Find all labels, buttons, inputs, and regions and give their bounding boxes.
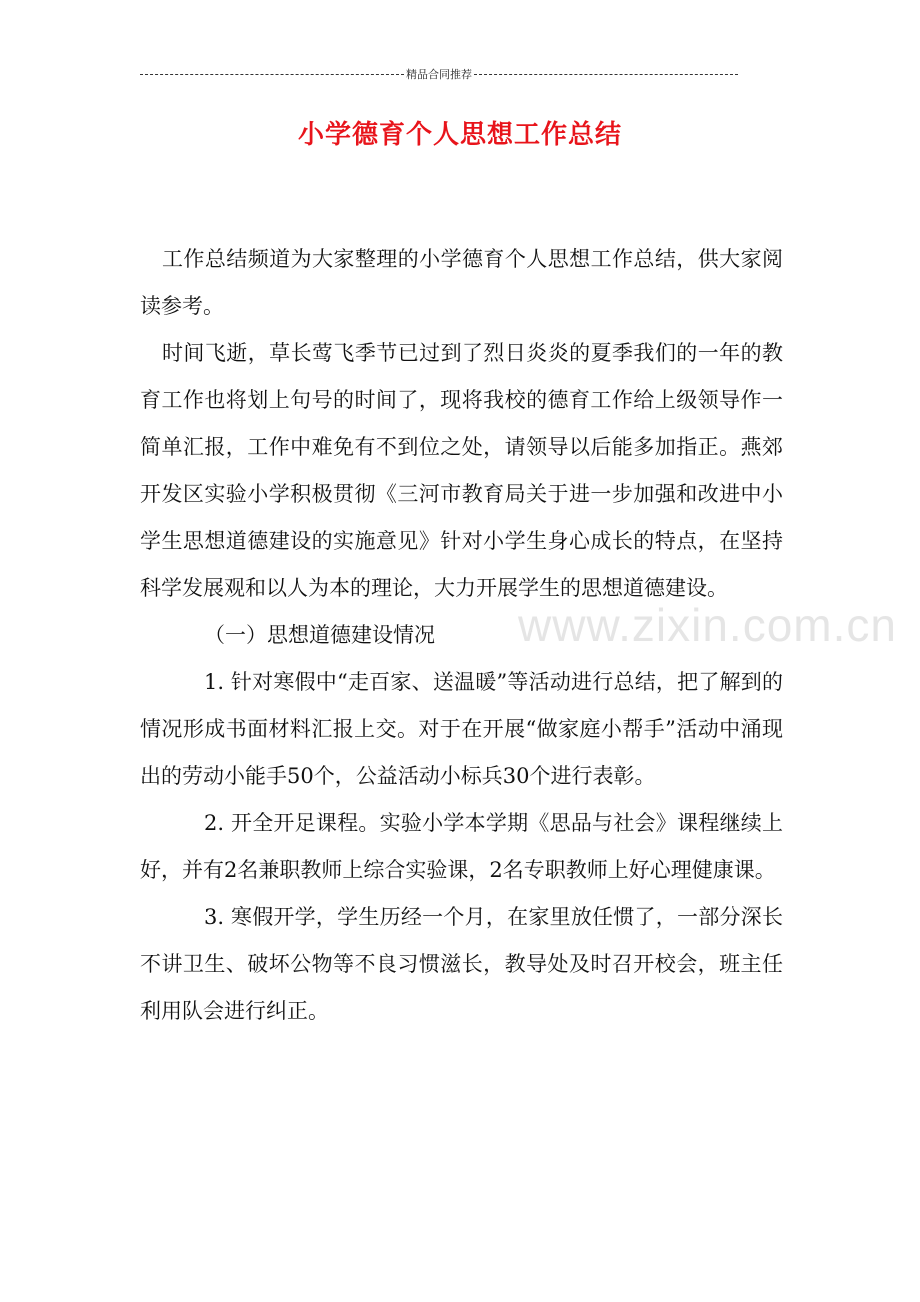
intro-paragraph: 工作总结频道为大家整理的小学德育个人思想工作总结，供大家阅读参考。 (140, 247, 783, 318)
document-title: 小学德育个人思想工作总结 (297, 120, 622, 150)
header-dash-right (474, 74, 738, 75)
section-heading: （一）思想道德建设情况 (204, 623, 435, 647)
list-item-1: 1. 针对寒假中“走百家、送温暖”等活动进行总结，把了解到的情况形成书面材料汇报上交。对于在开展“做家庭小帮手”活动中涌现出的劳动小能手50个，公益活动小标兵30个进行表彰。 (140, 670, 783, 788)
watermark-text: www.zixin.com.cn (518, 599, 897, 651)
header-dash-left (140, 74, 404, 75)
list-item-2: 2. 开全开足课程。实验小学本学期《思品与社会》课程继续上好，并有2名兼职教师上综合实验课，2名专职教师上好心理健康课。 (140, 811, 783, 882)
body-paragraph: 时间飞逝，草长莺飞季节已过到了烈日炎炎的夏季我们的一年的教育工作也将划上句号的时间了，现将我校的德育工作给上级领导作一简单汇报，工作中难免有不到位之处，请领导以后能多加指正。燕郊开发区实验小学积极贯彻《三河市教育局关于进一步加强和改进中小学生思想道德建设的实施意见》针对小学生身心成长的特点，在坚持科学发展观和以人为本的理论，大力开展学生的思想道德建设。 (140, 341, 783, 600)
document-body (140, 236, 783, 1035)
page-header (140, 66, 738, 82)
header-label: 精品合同推荐 (406, 69, 472, 81)
list-item-3: 3. 寒假开学，学生历经一个月，在家里放任惯了，一部分深长不讲卫生、破坏公物等不良习惯滋长，教导处及时召开校会，班主任利用队会进行纠正。 (140, 905, 783, 1023)
